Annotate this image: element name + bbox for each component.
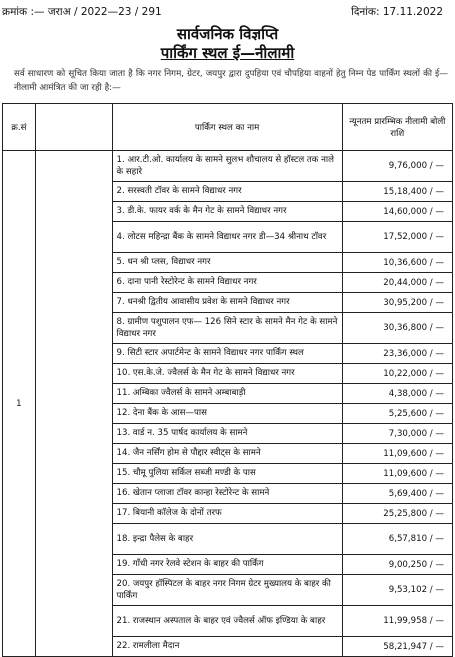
col-spacer-header <box>35 104 112 151</box>
parking-place-name: 10. एस.के.जे. ज्वैलर्स के मैन गेट के सामने विद्याधर नगर <box>112 364 342 384</box>
intro-text: सर्व साधारण को सूचित किया जाता है कि नगर निगम, ग्रेटर, जयपुर द्वारा दुपहिया एवं चौपहिया वाहनों हेतु निम्न पेड पार्किंग स्थलों की ई—नीलामी आमंत्रित की जा रही है:— <box>14 69 448 93</box>
group-serial: 1 <box>3 151 36 657</box>
parking-table <box>2 103 453 657</box>
col-price-header: न्यूनतम प्रारम्भिक नीलामी बोली राशि <box>342 104 452 151</box>
parking-place-name: 8. ग्रामीण पशुपालन एफ— 126 सिने स्टार के सामने मैन गेट के सामने विद्याधर नगर <box>112 313 342 344</box>
reserve-price: 10,22,000 / — <box>342 364 452 384</box>
reserve-price: 9,76,000 / — <box>342 151 452 182</box>
reserve-price: 6,57,810 / — <box>342 524 452 555</box>
col-place-header: पार्किंग स्थल का नाम <box>112 104 342 151</box>
reserve-price: 11,99,958 / — <box>342 606 452 637</box>
reserve-price: 30,95,200 / — <box>342 293 452 313</box>
parking-place-name: 14. जैन नर्सिंग होम से पौद्दार स्वीट्स के सामने <box>112 444 342 464</box>
parking-place-name: 19. गाँधी नगर रेलवे स्टेशन के बाहर की पार्किंग <box>112 555 342 575</box>
reserve-price: 4,38,000 / — <box>342 384 452 404</box>
reserve-price: 58,21,947 / — <box>342 637 452 657</box>
parking-place-name: 21. राजस्थान अस्पताल के बाहर एवं ज्वैलर्स ऑफ इण्डिया के बाहर <box>112 606 342 637</box>
table-header-row <box>3 104 453 151</box>
reserve-price: 17,52,000 / — <box>342 222 452 253</box>
reserve-price: 14,60,000 / — <box>342 202 452 222</box>
reserve-price: 23,36,000 / — <box>342 344 452 364</box>
parking-place-name: 13. वार्ड न. 35 पार्षद कार्यालय के सामने <box>112 424 342 444</box>
parking-place-name: 17. बियानी कॉलेज के दोनों तरफ <box>112 504 342 524</box>
reserve-price: 5,69,400 / — <box>342 484 452 504</box>
reserve-price: 30,36,800 / — <box>342 313 452 344</box>
parking-place-name: 15. चौमू पुलिया सर्किल सब्जी मण्डी के पास <box>112 464 342 484</box>
reserve-price: 20,44,000 / — <box>342 273 452 293</box>
page-title: सार्वजनिक विज्ञप्ति <box>176 25 279 43</box>
parking-place-name: 5. धन श्री प्लस, विद्याधर नगर <box>112 253 342 273</box>
parking-place-name: 4. लोटस महिन्द्रा बैंक के सामने विद्याधर नगर डी—34 श्रीनाथ टॉवर <box>112 222 342 253</box>
parking-place-name: 22. रामलीला मैदान <box>112 637 342 657</box>
table-row <box>3 151 453 182</box>
reserve-price: 7,30,000 / — <box>342 424 452 444</box>
parking-place-name: 2. सरस्वती टॉवर के सामने विद्याधर नगर <box>112 182 342 202</box>
reserve-price: 10,36,600 / — <box>342 253 452 273</box>
col-serial-header: क्र.सं <box>3 104 36 151</box>
parking-place-name: 20. जयपुर हॉस्पिटल के बाहर नगर निगम ग्रेटर मुख्यालय के बाहर की पार्किंग <box>112 575 342 606</box>
parking-place-name: 11. अम्बिका ज्वैलर्स के सामने अम्बाबाड़ी <box>112 384 342 404</box>
parking-place-name: 1. आर.टी.ओ. कार्यालय के सामने सुलभ शौचालय से हॉस्टल तक नाले के सहारे <box>112 151 342 182</box>
spacer-cell <box>35 151 112 657</box>
parking-place-name: 6. दाना पानी रेस्टोरेन्ट के सामने विद्याधर नगर <box>112 273 342 293</box>
header-line <box>0 0 455 22</box>
reserve-price: 9,53,102 / — <box>342 575 452 606</box>
reserve-price: 25,25,800 / — <box>342 504 452 524</box>
reserve-price: 11,09,600 / — <box>342 444 452 464</box>
reserve-price: 11,09,600 / — <box>342 464 452 484</box>
reserve-price: 5,25,600 / — <box>342 404 452 424</box>
parking-place-name: 18. इन्द्रा पैलेस के बाहर <box>112 524 342 555</box>
reserve-price: 9,00,250 / — <box>342 555 452 575</box>
parking-place-name: 3. डी.के. फायर वर्क के मैन गेट के सामने विद्याधर नगर <box>112 202 342 222</box>
page-subtitle: पार्किंग स्थल ई—नीलामी <box>160 44 295 62</box>
table-body <box>3 151 453 657</box>
parking-place-name: 9. सिटी स्टार अपार्टमेन्ट के सामने विद्याधर नगर पार्किंग स्थल <box>112 344 342 364</box>
reference-number: क्रमांक :— जराअ / 2022—23 / 291 <box>2 6 162 18</box>
parking-place-name: 16. खेतान प्लाजा टॉवर कान्हा रेस्टोरेन्ट के सामने <box>112 484 342 504</box>
parking-place-name: 12. देना बैंक के आस—पास <box>112 404 342 424</box>
parking-place-name: 7. धनश्री द्वितीय आवासीय प्रवेश के सामने विद्याधर नगर <box>112 293 342 313</box>
notice-date: दिनांक: 17.11.2022 <box>351 6 443 18</box>
reserve-price: 15,18,400 / — <box>342 182 452 202</box>
